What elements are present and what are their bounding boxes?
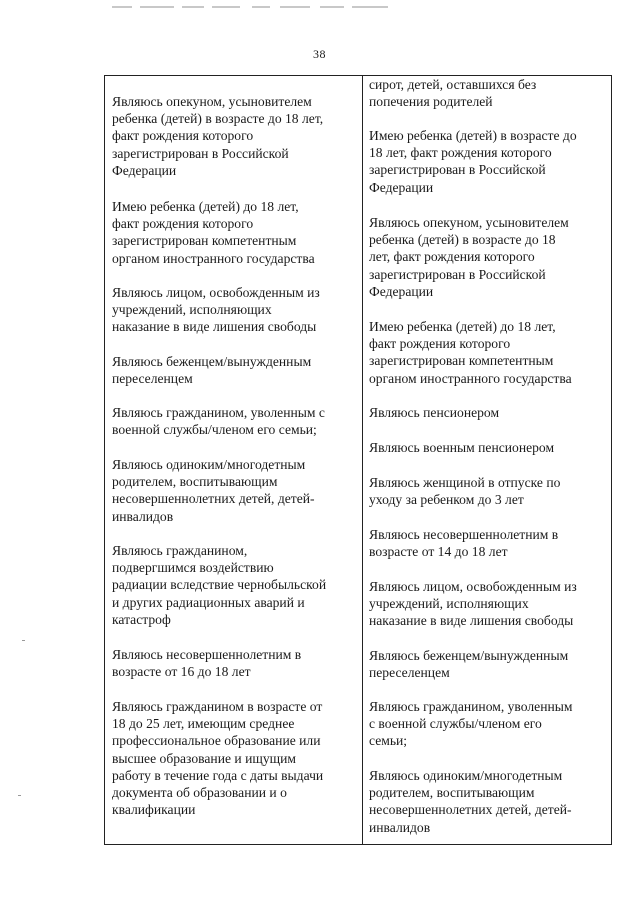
left-entry-radiation-victim: Являюсь гражданином, подвергшимся воздействию радиации вследствие чернобыльской и других радиационных аварий и катастроф <box>112 543 327 627</box>
right-entry-minor-14-18: Являюсь несовершеннолетним в возрасте от 14 до 18 лет <box>369 527 559 560</box>
right-entry-discharged-military: Являюсь гражданином, уволенным с военной службы/членом его семьи; <box>369 699 573 749</box>
right-entry-guardian: Являюсь опекуном, усыновителем ребенка (детей) в возрасте до 18 лет, факт рождения которого зарегистрирован в Российской Федерации <box>369 215 569 299</box>
left-entry-graduate-18-25: Являюсь гражданином в возрасте от 18 до 25 лет, имеющим среднее профессиональное образование или высшее образование и ищущим работу в течение года с даты выдачи документа об образовании и о квалификации <box>112 699 324 818</box>
right-entry-child-rf-registration: Имею ребенка (детей) в возрасте до 18 лет, факт рождения которого зарегистрирован в Российской Федерации <box>369 128 577 195</box>
right-entry-orphans-continuation: сирот, детей, оставшихся без попечения родителей <box>369 77 537 110</box>
right-entry-single-parent: Являюсь одиноким/многодетным родителем, воспитывающим несовершеннолетних детей, детей- инвалидов <box>369 768 572 835</box>
page-number: 38 <box>313 47 326 61</box>
left-entry-refugee: Являюсь беженцем/вынужденным переселенцем <box>112 354 312 387</box>
left-entry-released-prisoner: Являюсь лицом, освобожденным из учреждений, исполняющих наказание в виде лишения свободы <box>112 285 320 335</box>
left-entry-discharged-military: Являюсь гражданином, уволенным с военной службы/членом его семьи; <box>112 405 325 438</box>
left-entry-guardian: Являюсь опекуном, усыновителем ребенка (детей) в возрасте до 18 лет, факт рождения которого зарегистрирован в Российской Федерации <box>112 94 324 178</box>
right-entry-maternity-leave: Являюсь женщиной в отпуске по уходу за ребенком до 3 лет <box>369 475 561 508</box>
left-entry-minor-16-18: Являюсь несовершеннолетним в возрасте от 16 до 18 лет <box>112 647 302 680</box>
right-entry-child-foreign-registration: Имею ребенка (детей) до 18 лет, факт рождения которого зарегистрирован компетентным органом иностранного государства <box>369 319 572 386</box>
right-entry-military-pensioner: Являюсь военным пенсионером <box>369 440 555 455</box>
left-entry-single-parent: Являюсь одиноким/многодетным родителем, воспитывающим несовершеннолетних детей, детей- инвалидов <box>112 457 315 524</box>
scan-speck <box>18 795 21 796</box>
scan-speck <box>22 640 25 641</box>
left-entry-child-foreign-registration: Имею ребенка (детей) до 18 лет, факт рождения которого зарегистрирован компетентным органом иностранного государства <box>112 199 315 266</box>
benefits-table <box>104 75 612 845</box>
scan-artifact-marks <box>112 6 412 10</box>
right-entry-released-prisoner: Являюсь лицом, освобожденным из учреждений, исполняющих наказание в виде лишения свободы <box>369 579 577 629</box>
right-entry-pensioner: Являюсь пенсионером <box>369 405 500 420</box>
right-entry-refugee: Являюсь беженцем/вынужденным переселенцем <box>369 648 569 681</box>
column-divider <box>362 76 363 844</box>
